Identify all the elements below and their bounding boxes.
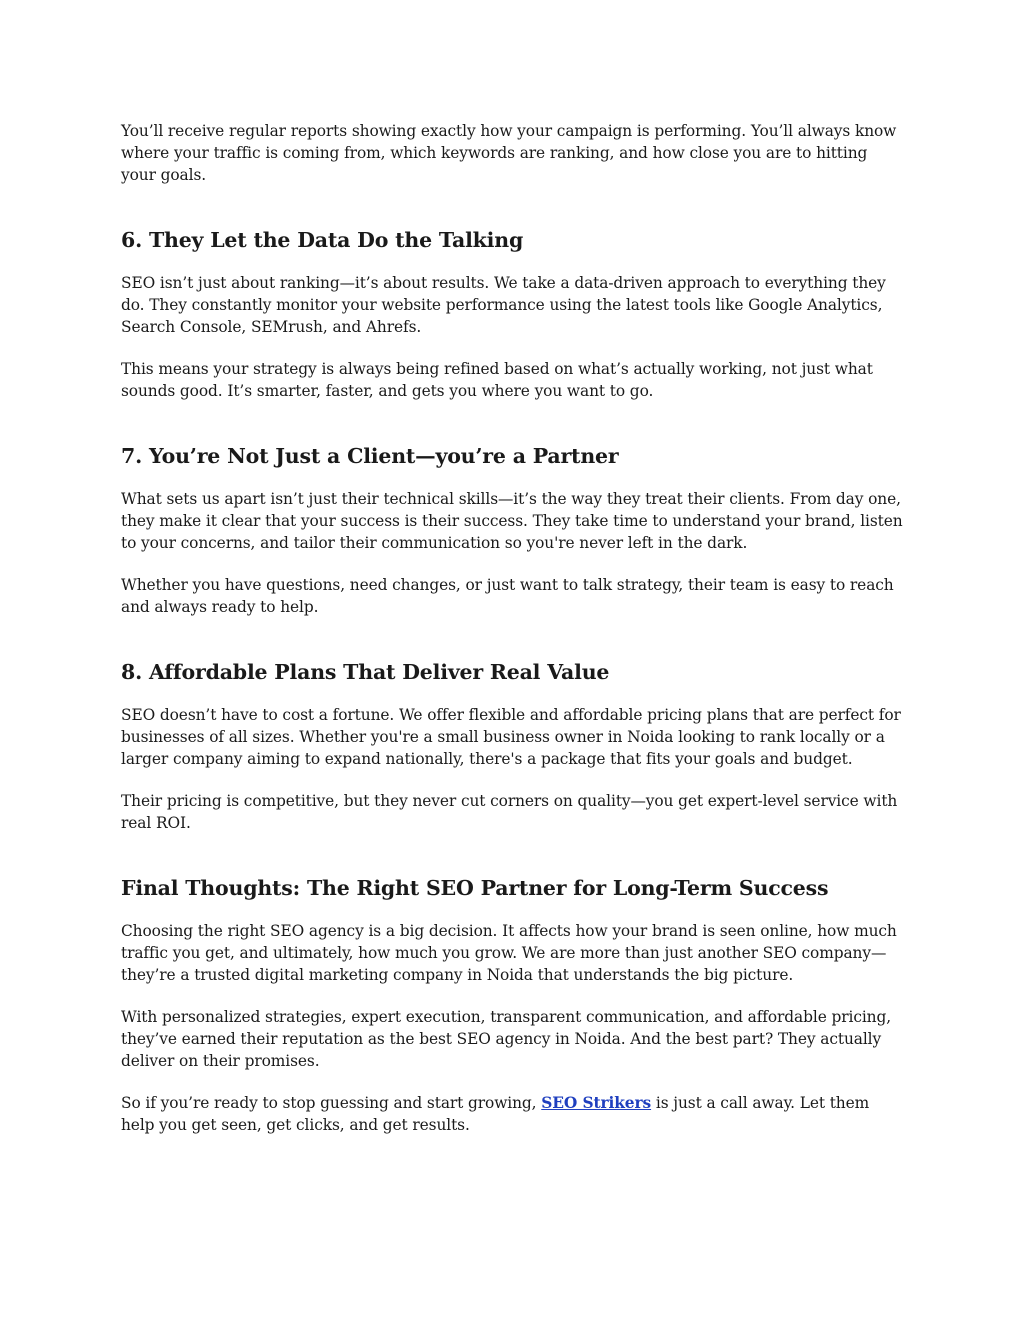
document-page [121,120,906,1156]
intro-paragraph: You’ll receive regular reports showing exactly how your campaign is performing. You’ll always know where your traffic is coming from, which keywords are ranking, and how close you are to hitting your goals. [121,122,897,184]
section-paragraph: SEO isn’t just about ranking—it’s about results. We take a data-driven approach to everything they do. They constantly monitor your website performance using the latest tools like Google Analytics, Search Console, SEMrush, and Ahrefs. [121,274,886,336]
section-paragraph: Their pricing is competitive, but they never cut corners on quality—you get expert-level service with real ROI. [121,792,898,832]
seo-strikers-link[interactable]: SEO Strikers [541,1094,652,1112]
section-paragraph: This means your strategy is always being refined based on what’s actually working, not just what sounds good. It’s smarter, faster, and gets you where you want to go. [121,360,873,400]
section-partner [121,442,906,618]
section-paragraph: Whether you have questions, need changes, or just want to talk strategy, their team is easy to reach and always ready to help. [121,576,894,616]
section-paragraph: What sets us apart isn’t just their technical skills—it’s the way they treat their clients. From day one, they make it clear that your success is their success. They take time to understand your brand, listen to your concerns, and tailor their communication so you're never left in the dark. [121,490,903,552]
section-final-thoughts [121,874,906,1136]
section-data-talking [121,226,906,402]
section-heading: Final Thoughts: The Right SEO Partner for Long-Term Success [121,876,829,900]
section-paragraph: Choosing the right SEO agency is a big decision. It affects how your brand is seen online, how much traffic you get, and ultimately, how much you grow. We are more than just another SEO company—they’re a trusted digital marketing company in Noida that understands the big picture. [121,922,897,984]
section-heading: 8. Affordable Plans That Deliver Real Value [121,660,610,684]
section-paragraph: With personalized strategies, expert execution, transparent communication, and affordable pricing, they’ve earned their reputation as the best SEO agency in Noida. And the best part? They actually deliver on their promises. [121,1008,892,1070]
closing-text-after: is just a call away. Let them help you get seen, get clicks, and get results. [121,1094,870,1134]
section-heading: 7. You’re Not Just a Client—you’re a Partner [121,444,619,468]
section-affordable-plans [121,658,906,834]
closing-paragraph [121,1092,906,1136]
section-heading: 6. They Let the Data Do the Talking [121,228,524,252]
section-paragraph: SEO doesn’t have to cost a fortune. We offer flexible and affordable pricing plans that are perfect for businesses of all sizes. Whether you're a small business owner in Noida looking to rank locally or a larger company aiming to expand nationally, there's a package that fits your goals and budget. [121,706,901,768]
closing-text-before: So if you’re ready to stop guessing and start growing, [121,1094,542,1112]
